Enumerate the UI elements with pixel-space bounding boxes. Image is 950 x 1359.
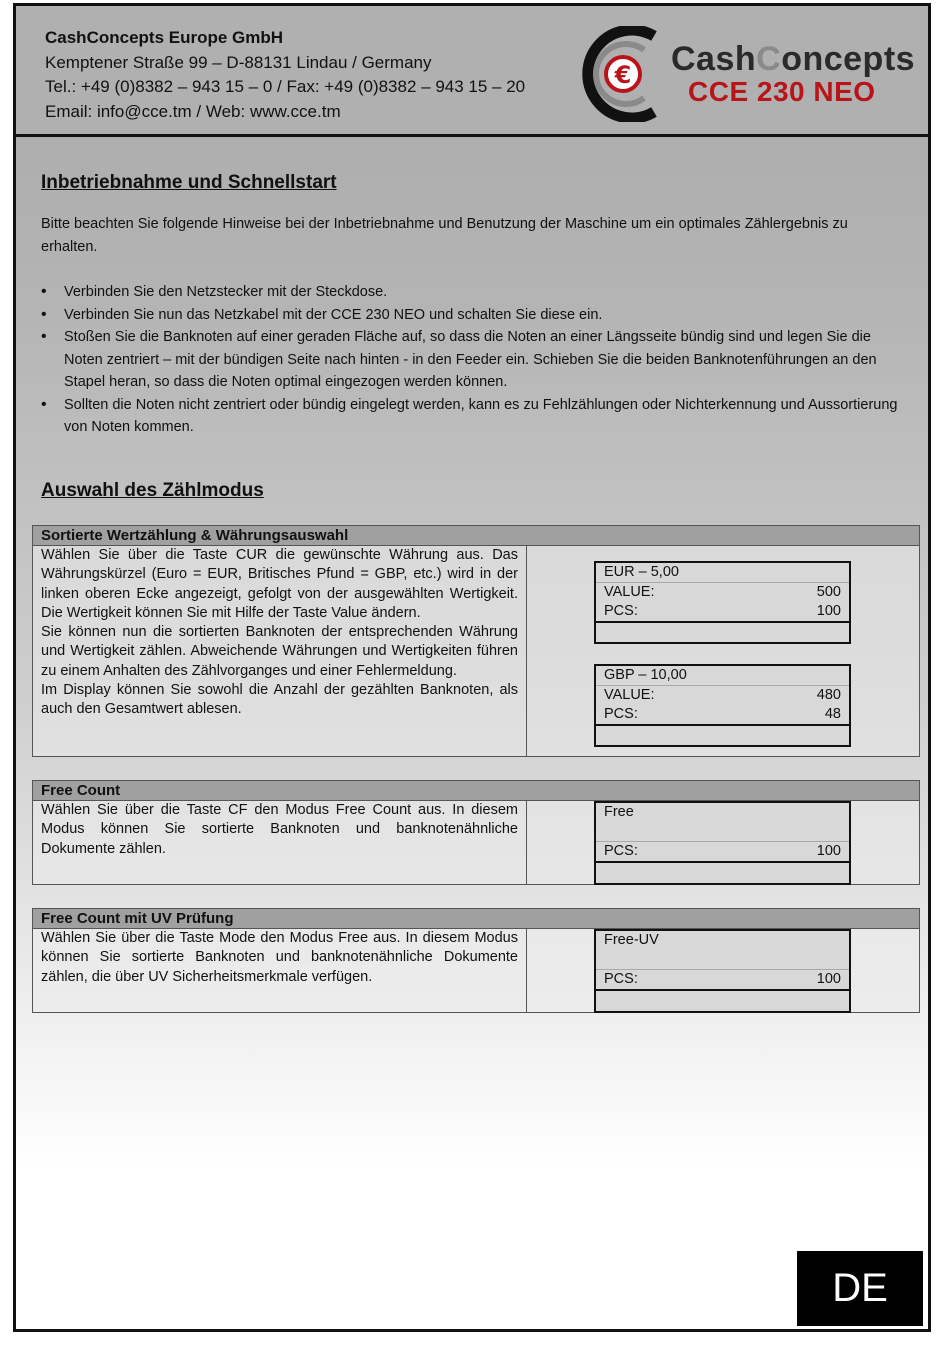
logo-c-euro-icon xyxy=(576,26,666,122)
company-name: CashConcepts Europe GmbH xyxy=(45,28,284,47)
display-label: VALUE: xyxy=(604,687,655,703)
mode-title: Sortierte Wertzählung & Währungsauswahl xyxy=(33,526,919,546)
display-label: VALUE: xyxy=(604,584,655,600)
display-blank-row xyxy=(596,991,849,1010)
cashconcepts-logo xyxy=(576,26,916,126)
setup-steps-list xyxy=(41,281,901,439)
display-title: GBP – 10,00 xyxy=(596,666,849,686)
display-free-uv xyxy=(594,929,851,1013)
company-address: Kemptener Straße 99 – D-88131 Lindau / Germany xyxy=(45,52,432,72)
display-value-row xyxy=(596,583,849,602)
display-pcs-row xyxy=(596,842,849,863)
display-blank-row xyxy=(596,863,849,882)
display-blank-row xyxy=(596,822,849,842)
logo-word-oncepts: oncepts xyxy=(781,40,916,78)
display-blank-row xyxy=(596,950,849,970)
mode-text: Wählen Sie über die Taste CUR die gewünschte Währung aus. Das Währungskürzel (Euro = EUR, Britisches Pfund = GBP, etc.) wird in der linken oberen Ecke angezeigt, gefolgt von der ausgewählten Wertigkeit. Die Wertigkeit können Sie mit Hilfe der Taste Value ändern. xyxy=(41,547,518,621)
display-title: Free xyxy=(604,804,634,820)
language-badge: DE xyxy=(797,1251,923,1326)
logo-word-c: C xyxy=(756,40,782,78)
company-contact: Email: info@cce.tm / Web: www.cce.tm xyxy=(45,101,341,121)
display-title: EUR – 5,00 xyxy=(596,563,849,583)
display-value: 48 xyxy=(824,706,841,722)
mode-sorted-value-count xyxy=(32,525,920,757)
mode-text: Sie können nun die sortierten Banknoten der entsprechenden Währung und Wertigkeit zählen. Abweichende Währungen und Wertigkeiten führen zu einem Anhalten des Zählvorganges und einer Fehlermeldung. xyxy=(41,624,518,679)
list-item: • Sollten die Noten nicht zentriert oder bündig eingelegt werden, kann es zu Fehlzählungen oder Nichterkennung und Aussortierung von Noten kommen. xyxy=(41,394,901,439)
display-title: Free-UV xyxy=(604,932,659,948)
logo-wordmark xyxy=(671,40,915,79)
display-pcs-row xyxy=(596,602,849,623)
logo-model: CCE 230 NEO xyxy=(688,76,876,107)
display-label: PCS: xyxy=(604,843,638,859)
intro-text: Bitte beachten Sie folgende Hinweise bei der Inbetriebnahme und Benutzung der Maschine um ein optimales Zählergebnis zu erhalten. xyxy=(41,216,848,255)
display-free xyxy=(594,801,851,885)
mode-text: Wählen Sie über die Taste CF den Modus Free Count aus. In diesem Modus können Sie sortierte Banknoten und banknotenähnliche Dokumente zählen. xyxy=(41,802,518,857)
display-label: PCS: xyxy=(604,603,638,619)
euro-symbol: € xyxy=(614,61,632,89)
company-phone: Tel.: +49 (0)8382 – 943 15 – 0 / Fax: +49 (0)8382 – 943 15 – 20 xyxy=(45,77,526,96)
display-label: PCS: xyxy=(604,971,638,987)
section-heading-count-mode: Auswahl des Zählmodus xyxy=(41,480,264,501)
display-blank-row xyxy=(596,726,849,745)
section-heading-setup: Inbetriebnahme und Schnellstart xyxy=(41,172,337,193)
display-value: 100 xyxy=(816,971,841,987)
display-value: 500 xyxy=(816,584,841,600)
mode-text: Wählen Sie über die Taste Mode den Modus Free aus. In diesem Modus können Sie sortierte Banknoten und banknotenähnliche Dokumente zählen, die über UV Sicherheitsmerkmale verfügen. xyxy=(41,930,518,985)
display-value: 480 xyxy=(816,687,841,703)
display-gbp xyxy=(594,664,851,747)
display-value-row xyxy=(596,686,849,705)
page-frame xyxy=(13,3,931,1332)
logo-word-cash: Cash xyxy=(671,40,757,78)
display-eur xyxy=(594,561,851,644)
mode-text: Im Display können Sie sowohl die Anzahl der gezählten Banknoten, als auch den Gesamtwert ablesen. xyxy=(41,682,518,718)
mode-title: Free Count mit UV Prüfung xyxy=(33,909,919,929)
list-item: • Stoßen Sie die Banknoten auf einer geraden Fläche auf, so dass die Noten an einer Längsseite bündig sind und legen Sie die Noten zentriert – mit der bündigen Seite nach hinten - in den Feeder ein. Schieben Sie die beiden Banknotenführungen an den Stapel heran, so dass die Noten optimal eingezogen werden können. xyxy=(41,326,901,394)
display-blank-row xyxy=(596,623,849,642)
list-item: • Verbinden Sie den Netzstecker mit der Steckdose. xyxy=(41,281,901,304)
display-pcs-row xyxy=(596,970,849,991)
mode-description xyxy=(33,801,527,884)
mode-title: Free Count xyxy=(33,781,919,801)
mode-description xyxy=(33,929,527,1012)
mode-free-count xyxy=(32,780,920,885)
display-pcs-row xyxy=(596,705,849,726)
header xyxy=(16,6,928,137)
company-info xyxy=(45,26,525,124)
display-value: 100 xyxy=(816,603,841,619)
list-item: • Verbinden Sie nun das Netzkabel mit der CCE 230 NEO und schalten Sie diese ein. xyxy=(41,304,901,327)
display-value: 100 xyxy=(816,843,841,859)
mode-free-count-uv xyxy=(32,908,920,1013)
display-label: PCS: xyxy=(604,706,638,722)
mode-description xyxy=(33,546,527,756)
